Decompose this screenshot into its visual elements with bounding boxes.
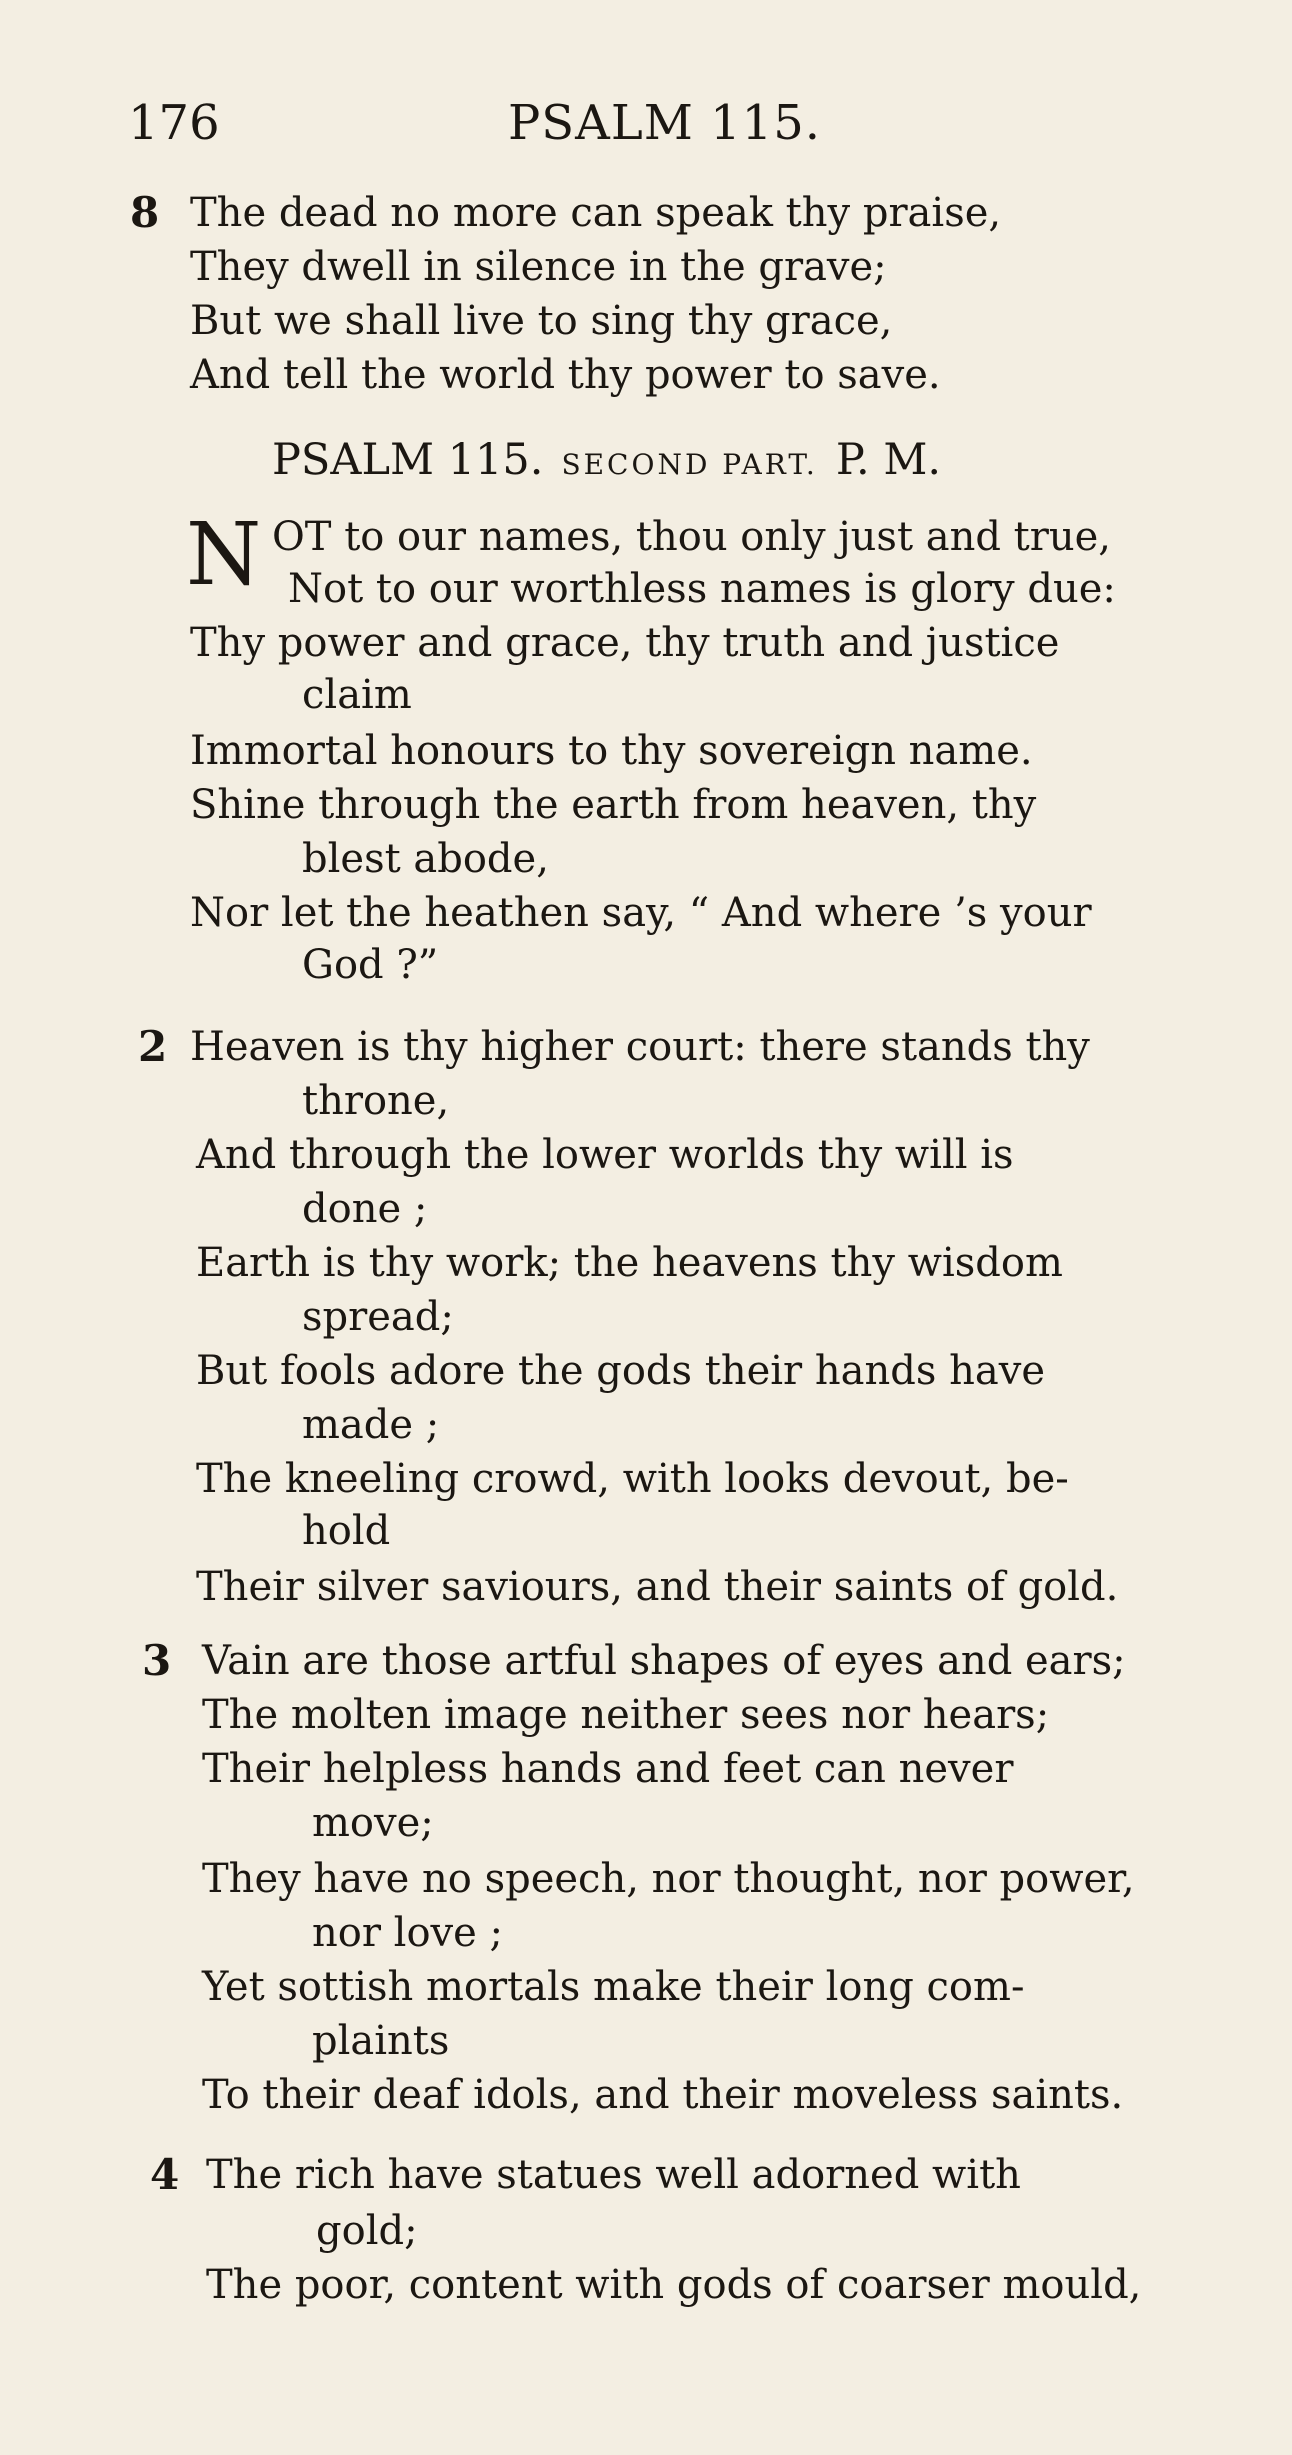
part-heading-second-part: SECOND PART. [561, 448, 818, 481]
stanza-number: 2 [138, 1022, 168, 1071]
part-heading-psalm: PSALM 115. [272, 435, 544, 485]
verse-line: Their silver saviours, and their saints of gold. [196, 1564, 1119, 1610]
verse-line: And through the lower worlds thy will is [196, 1132, 1014, 1178]
verse-line: The dead no more can speak thy praise, [190, 190, 1002, 236]
verse-line: Nor let the heathen say, “ And where ’s your [190, 890, 1092, 936]
stanza-number: 8 [130, 188, 160, 237]
verse-line: claim [302, 672, 412, 718]
verse-line: made ; [302, 1402, 440, 1448]
verse-line: Earth is thy work; the heavens thy wisdom [196, 1240, 1063, 1286]
verse-line: Yet sottish mortals make their long com- [202, 1964, 1025, 2010]
verse-line: They have no speech, nor thought, nor power, [202, 1856, 1135, 1902]
verse-line: gold; [316, 2208, 418, 2254]
verse-line: Not to our worthless names is glory due: [288, 566, 1116, 612]
verse-line: throne, [302, 1078, 450, 1124]
verse-line: The kneeling crowd, with looks devout, be- [196, 1456, 1069, 1502]
verse-line: The rich have statues well adorned with [206, 2152, 1021, 2198]
verse-line: Shine through the earth from heaven, thy [190, 782, 1037, 828]
verse-line: And tell the world thy power to save. [190, 352, 941, 398]
page-number: 176 [128, 95, 220, 151]
verse-line: God ?” [302, 942, 439, 988]
verse-line: done ; [302, 1186, 428, 1232]
verse-line: Heaven is thy higher court: there stands thy [190, 1024, 1090, 1070]
verse-line: Their helpless hands and feet can never [202, 1746, 1014, 1792]
verse-line: blest abode, [302, 836, 549, 882]
part-heading-meter: P. M. [835, 435, 942, 485]
verse-line: move; [312, 1800, 434, 1846]
verse-line: Thy power and grace, thy truth and justice [190, 620, 1060, 666]
stanza-number: 4 [150, 2150, 180, 2199]
part-heading [272, 432, 941, 493]
page-title: PSALM 115. [508, 95, 821, 151]
running-header [0, 95, 1292, 165]
verse-line: But we shall live to sing thy grace, [190, 298, 893, 344]
verse-line: To their deaf idols, and their moveless saints. [202, 2072, 1124, 2118]
stanza-number: 3 [142, 1636, 172, 1685]
verse-line: hold [302, 1508, 391, 1554]
verse-line: The molten image neither sees nor hears; [202, 1692, 1050, 1738]
verse-line: OT to our names, thou only just and true, [272, 514, 1112, 560]
verse-line: The poor, content with gods of coarser mould, [206, 2262, 1142, 2308]
verse-line: They dwell in silence in the grave; [190, 244, 887, 290]
drop-cap: N [186, 505, 262, 605]
verse-line: nor love ; [312, 1910, 504, 1956]
verse-line: But fools adore the gods their hands have [196, 1348, 1045, 1394]
verse-line: Vain are those artful shapes of eyes and ears; [202, 1638, 1126, 1684]
verse-line: plaints [312, 2018, 450, 2064]
verse-line: spread; [302, 1294, 454, 1340]
verse-line: Immortal honours to thy sovereign name. [190, 728, 1033, 774]
